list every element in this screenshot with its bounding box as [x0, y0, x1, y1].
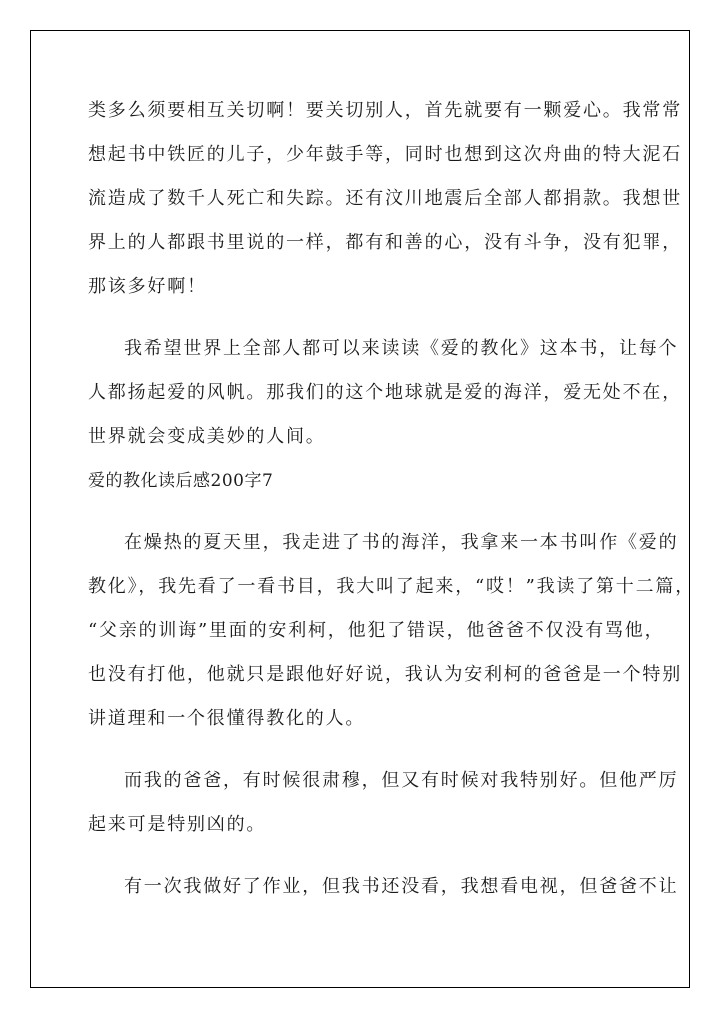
- paragraph: [88, 95, 682, 315]
- paragraph: [88, 527, 696, 747]
- document-body: [88, 95, 696, 915]
- text-line: 起来可是特别凶的。: [88, 814, 267, 835]
- paragraph-gap: [88, 747, 633, 765]
- text-line: 想起书中铁匠的儿子，少年鼓手等，同时也想到这次舟曲的特大泥石: [88, 144, 682, 165]
- paragraph-gap: [88, 509, 633, 527]
- text-line: 界上的人都跟书里说的一样，都有和善的心，没有斗争，没有犯罪，: [88, 232, 682, 253]
- text-line: 流造成了数千人死亡和失踪。还有汶川地震后全部人都捐款。我想世: [88, 188, 682, 209]
- text-line: 讲道理和一个很懂得教化的人。: [88, 708, 366, 729]
- text-line: 在燥热的夏天里，我走进了书的海洋，我拿来一本书叫作《爱的: [124, 532, 679, 553]
- text-line: 世界就会变成美妙的人间。: [88, 426, 326, 447]
- text-line: “父亲的训诲”里面的安利柯，他犯了错误，他爸爸不仅没有骂他，: [88, 620, 665, 641]
- paragraph: [88, 765, 679, 853]
- text-line: 类多么须要相互关切啊！要关切别人，首先就要有一颗爱心。我常常: [88, 100, 682, 121]
- paragraph: [88, 871, 679, 915]
- text-line: 我希望世界上全部人都可以来读读《爱的教化》这本书，让每个: [124, 338, 679, 359]
- paragraph-gap: [88, 315, 633, 333]
- text-line: 有一次我做好了作业，但我书还没看，我想看电视，但爸爸不让: [124, 876, 679, 897]
- text-line: 也没有打他，他就只是跟他好好说，我认为安利柯的爸爸是一个特别: [88, 664, 682, 685]
- text-line: 而我的爸爸，有时候很肃穆，但又有时候对我特别好。但他严厉: [124, 770, 679, 791]
- text-line: 那该多好啊！: [88, 276, 207, 297]
- paragraph-gap: [88, 853, 633, 871]
- section-heading: 爱的教化读后感200字7: [88, 471, 274, 491]
- paragraph: [88, 333, 682, 465]
- text-line: 人都扬起爱的风帆。那我们的这个地球就是爱的海洋，爱无处不在，: [88, 382, 682, 403]
- text-line: 教化》，我先看了一看书目，我大叫了起来，“哎！”我读了第十二篇，: [88, 576, 696, 597]
